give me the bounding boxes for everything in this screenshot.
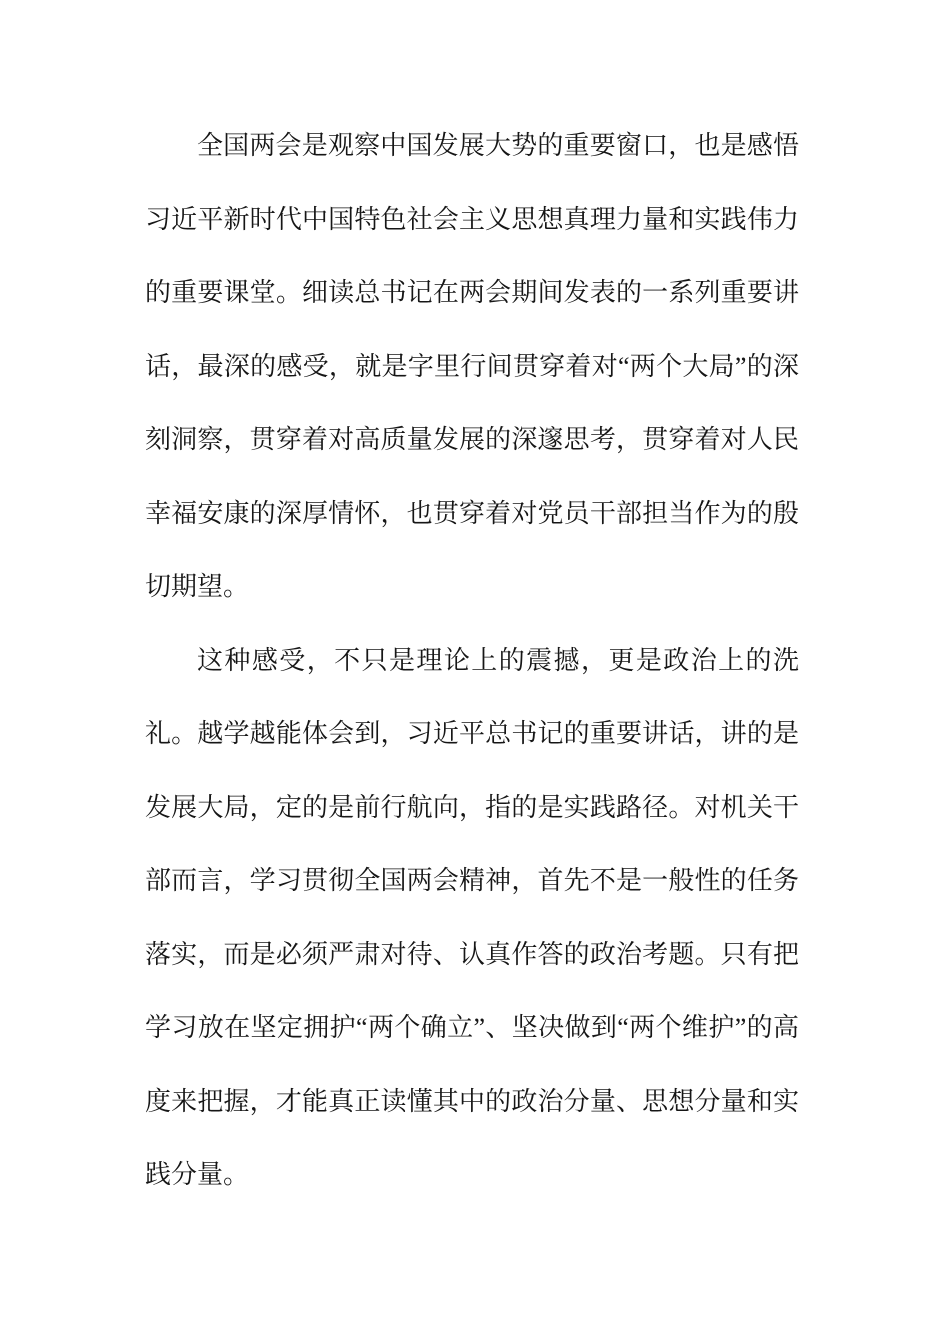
paragraph-2: 这种感受，不只是理论上的震撼，更是政治上的洗礼。越学越能体会到，习近平总书记的重要讲话，讲的是发展大局，定的是前行航向，指的是实践路径。对机关干部而言，学习贯彻全国两会精神，首先不是一般性的任务落实，而是必须严肃对待、认真作答的政治考题。只有把学习放在坚定拥护“两个确立”、坚决做到“两个维护”的高度来把握，才能真正读懂其中的政治分量、思想分量和实践分量。	[145, 645, 799, 1189]
document-body	[145, 109, 799, 1212]
paragraph-1: 全国两会是观察中国发展大势的重要窗口，也是感悟习近平新时代中国特色社会主义思想真理力量和实践伟力的重要课堂。细读总书记在两会期间发表的一系列重要讲话，最深的感受，就是字里行间贯穿着对“两个大局”的深刻洞察，贯穿着对高质量发展的深邃思考，贯穿着对人民幸福安康的深厚情怀，也贯穿着对党员干部担当作为的殷切期望。	[145, 131, 799, 601]
